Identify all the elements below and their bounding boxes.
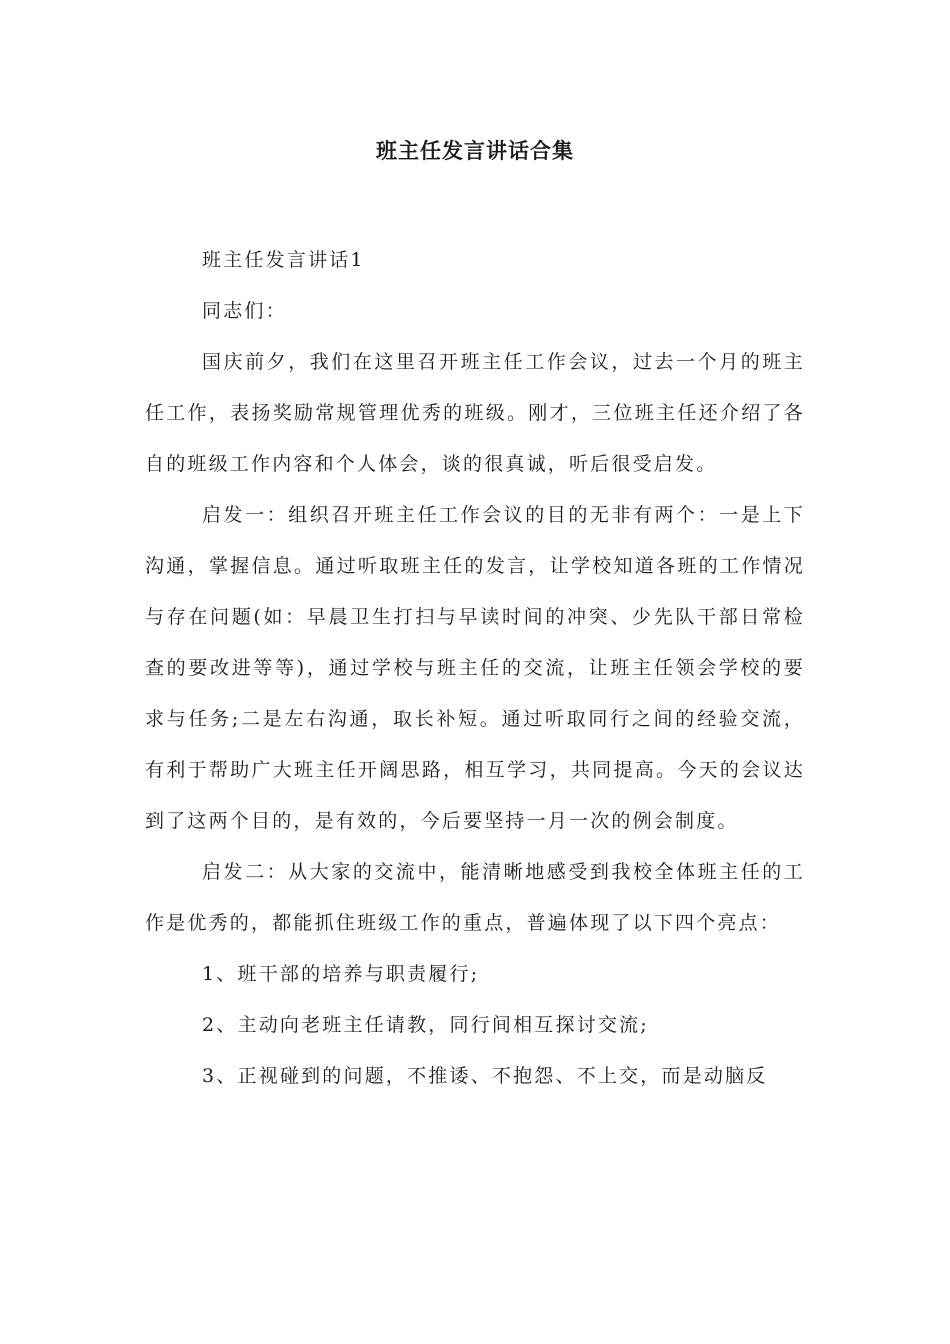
list-item: 3、正视碰到的问题，不推诿、不抱怨、不上交，而是动脑反 bbox=[202, 1065, 768, 1087]
document-body bbox=[145, 235, 805, 1102]
document-title: 班主任发言讲话合集 bbox=[376, 139, 574, 163]
paragraph-intro: 国庆前夕，我们在这里召开班主任工作会议，过去一个月的班主任工作，表扬奖励常规管理优秀的班级。刚才，三位班主任还介绍了各自的班级工作内容和个人体会，谈的很真诚，听后很受启发。 bbox=[145, 351, 805, 475]
list-item: 1、班干部的培养与职责履行; bbox=[202, 963, 480, 985]
salutation: 同志们： bbox=[202, 300, 287, 322]
list-item: 2、主动向老班主任请教，同行间相互探讨交流; bbox=[202, 1014, 649, 1036]
paragraph-insight-one: 启发一：组织召开班主任工作会议的目的无非有两个：一是上下沟通，掌握信息。通过听取班主任的发言，让学校知道各班的工作情况与存在问题(如：早晨卫生打扫与早读时间的冲突、少先队干部日常检查的要改进等等)，通过学校与班主任的交流，让班主任领会学校的要求与任务;二是左右沟通，取长补短。通过听取同行之间的经验交流，有利于帮助广大班主任开阔思路，相互学习，共同提高。今天的会议达到了这两个目的，是有效的，今后要坚持一月一次的例会制度。 bbox=[145, 504, 805, 832]
paragraph-insight-two: 启发二：从大家的交流中，能清晰地感受到我校全体班主任的工作是优秀的，都能抓住班级工作的重点，普遍体现了以下四个亮点： bbox=[145, 861, 805, 934]
section-heading: 班主任发言讲话1 bbox=[202, 249, 365, 271]
